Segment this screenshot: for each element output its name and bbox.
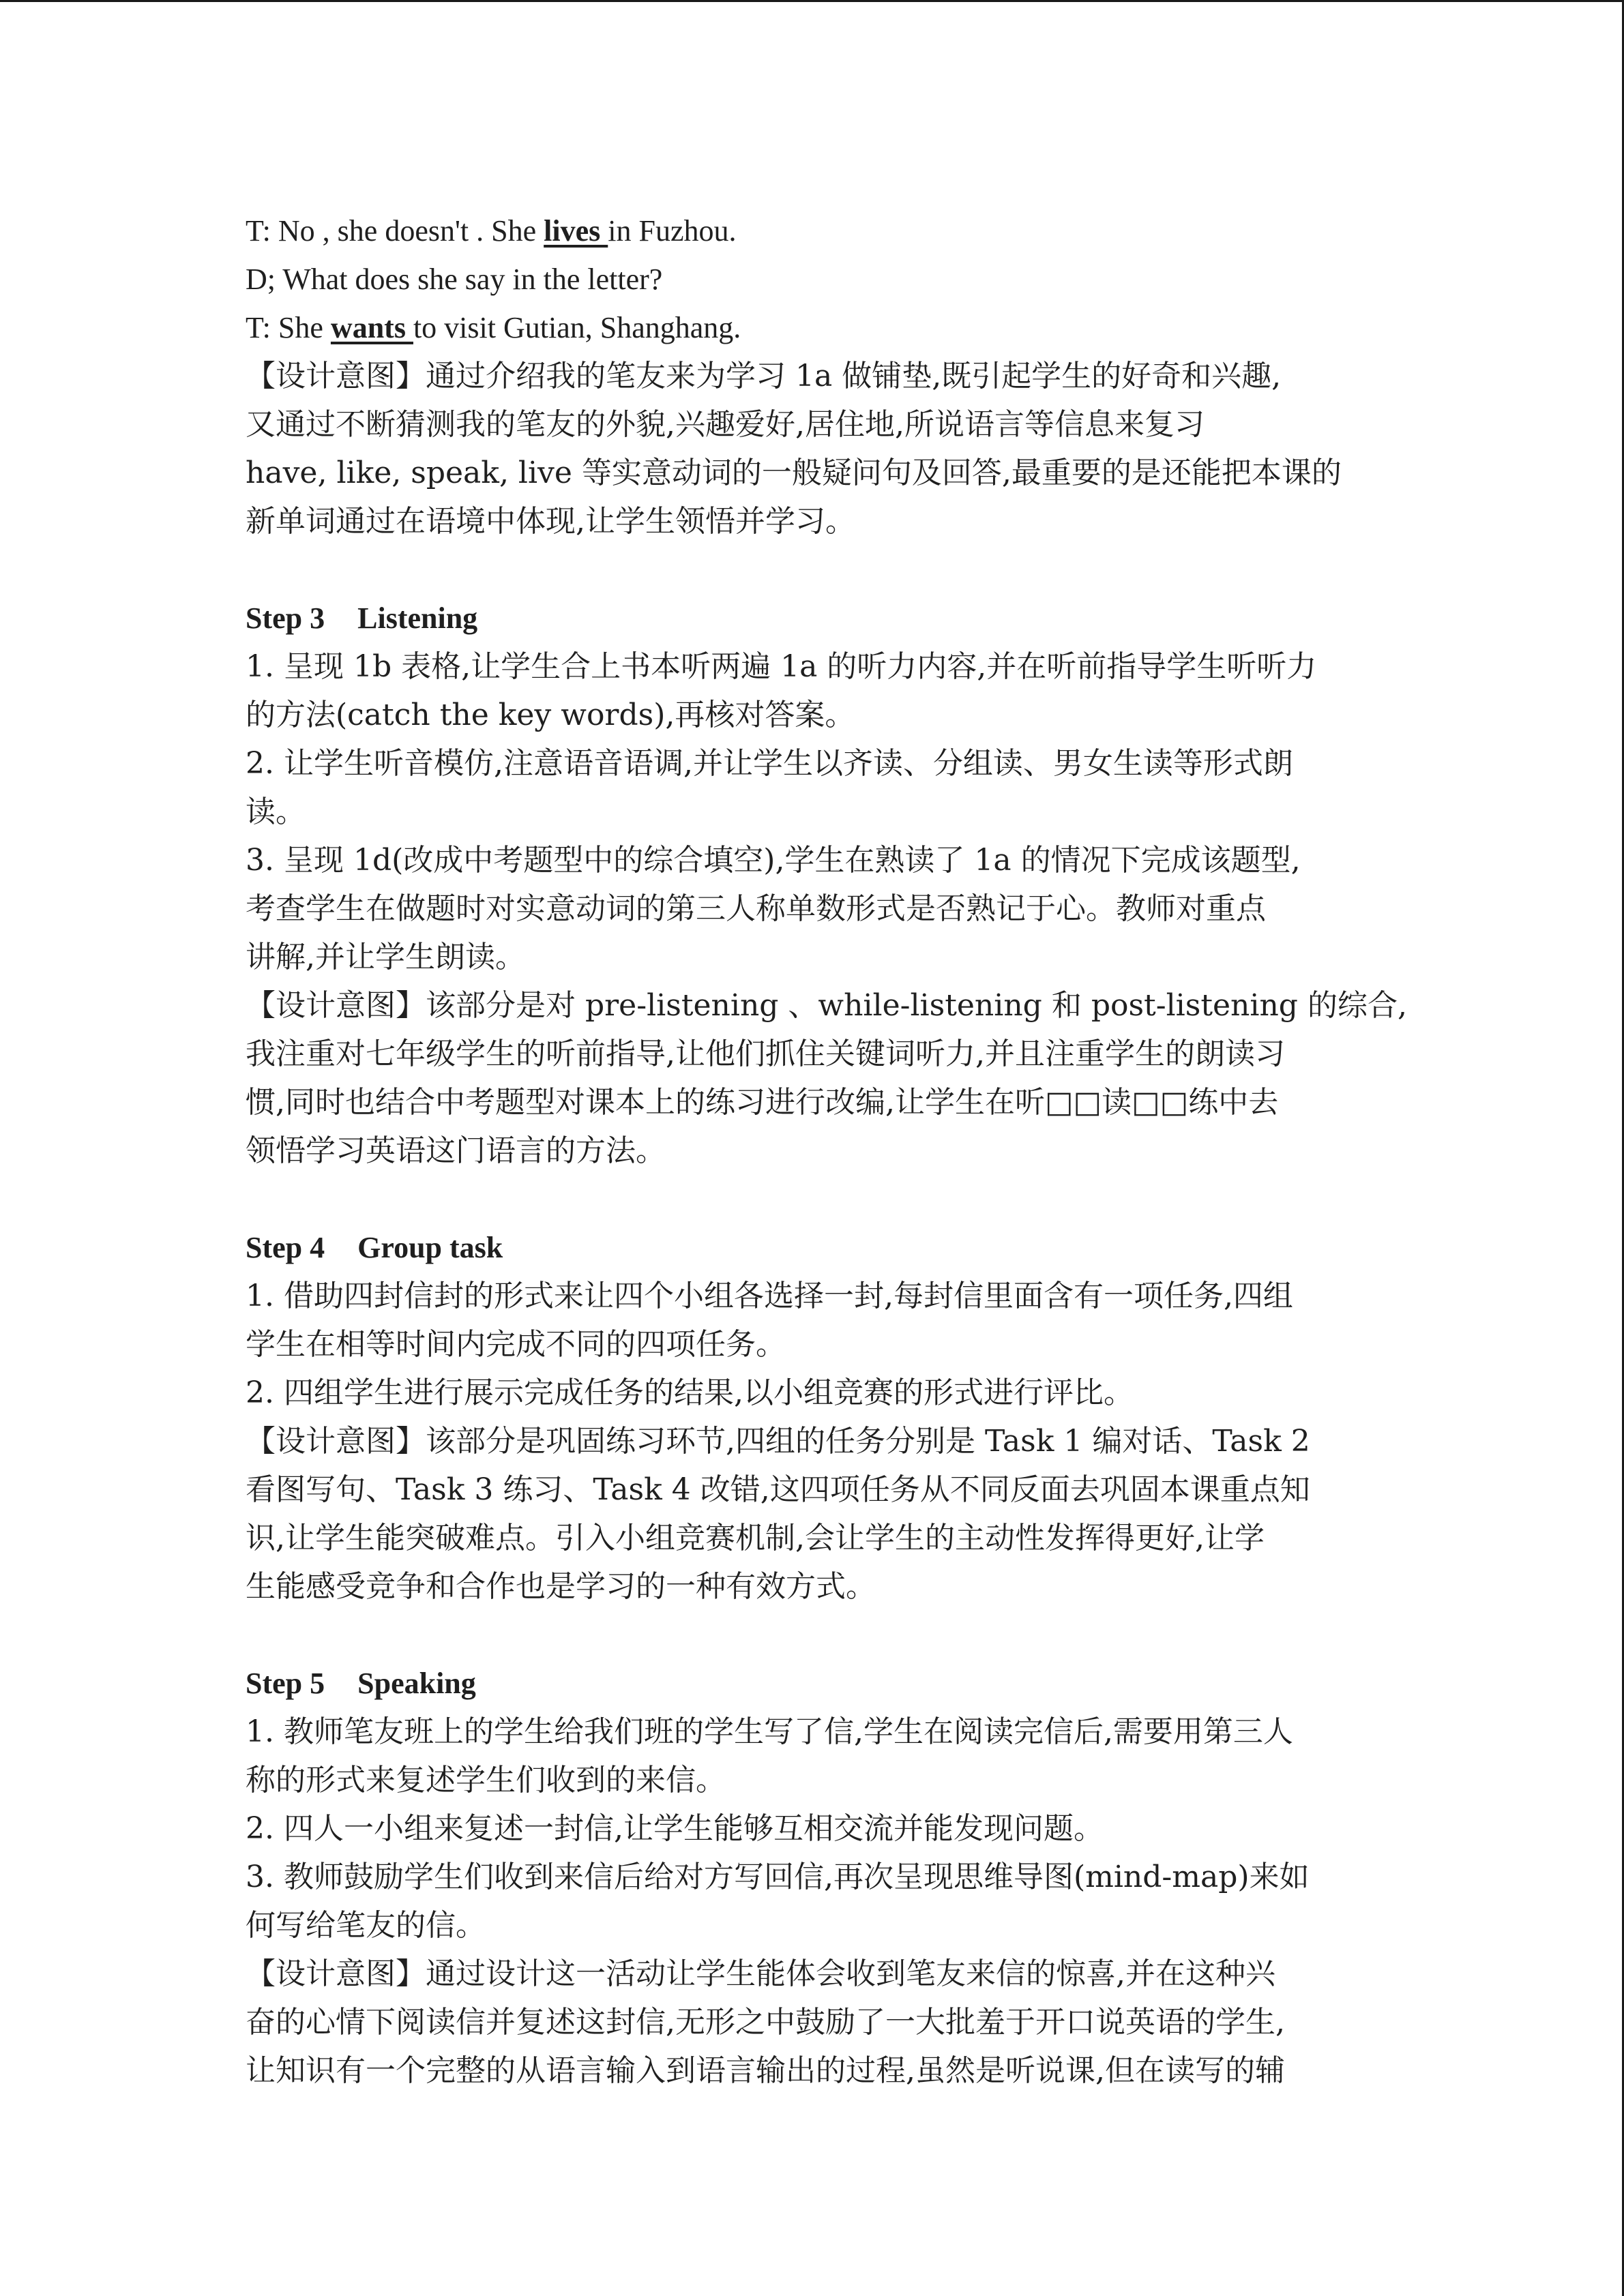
step-5-number: Step 5: [246, 1667, 325, 1700]
dialogue-line-1: [246, 207, 1378, 255]
step-5-title: Speaking: [357, 1667, 476, 1700]
dialogue-line-1-end: in Fuzhou.: [608, 214, 737, 248]
step-3-line-11: 领悟学习英语这门语言的方法。: [246, 1133, 666, 1168]
dialogue-line-3: [246, 303, 1378, 352]
section-gap: [246, 1175, 1378, 1223]
step-5-heading: [246, 1659, 1378, 1708]
step-4-line-1: 1. 借助四封信封的形式来让四个小组各选择一封,每封信里面含有一项任务,四组: [246, 1279, 1293, 1313]
dialogue-line-3-end: to visit Gutian, Shanghang.: [413, 311, 741, 344]
step-3-line-6: 考查学生在做题时对实意动词的第三人称单数形式是否熟记于心。教师对重点: [246, 891, 1266, 926]
step-5-line-8: 让知识有一个完整的从语言输入到语言输出的过程,虽然是听说课,但在读写的辅: [246, 2053, 1285, 2088]
step-4-line-6: 识,让学生能突破难点。引入小组竞赛机制,会让学生的主动性发挥得更好,让学: [246, 1521, 1265, 1555]
step-3-line-10: 惯,同时也结合中考题型对课本上的练习进行改编,让学生在听□□读□□练中去: [246, 1085, 1279, 1120]
step-4-line-2: 学生在相等时间内完成不同的四项任务。: [246, 1327, 786, 1362]
step-3-line-8: 【设计意图】该部分是对 pre-listening 、while-listening 和 post-listening 的综合,: [246, 988, 1407, 1023]
step-5-line-2: 称的形式来复述学生们收到的来信。: [246, 1763, 726, 1798]
step-3-line-2: 的方法(catch the key words),再核对答案。: [246, 698, 855, 732]
intent-1-line-4: 新单词通过在语境中体现,让学生领悟并学习。: [246, 504, 855, 539]
step-4-line-4: 【设计意图】该部分是巩固练习环节,四组的任务分别是 Task 1 编对话、Task 2: [246, 1424, 1310, 1459]
step-5-line-4: 3. 教师鼓励学生们收到来信后给对方写回信,再次呈现思维导图(mind-map)来如: [246, 1860, 1310, 1894]
step-3-number: Step 3: [246, 601, 325, 635]
step-3-line-9: 我注重对七年级学生的听前指导,让他们抓住关键词听力,并且注重学生的朗读习: [246, 1037, 1285, 1071]
step-3-line-3: 2. 让学生听音模仿,注意语音语调,并让学生以齐读、分组读、男女生读等形式朗: [246, 746, 1293, 781]
dialogue-line-2: D; What does she say in the letter?: [246, 263, 663, 296]
step-5-line-1: 1. 教师笔友班上的学生给我们班的学生写了信,学生在阅读完信后,需要用第三人: [246, 1714, 1293, 1749]
section-gap: [246, 546, 1378, 594]
step-3-line-4: 读。: [246, 794, 306, 829]
step-3-title: Listening: [357, 601, 478, 635]
step-4-line-7: 生能感受竞争和合作也是学习的一种有效方式。: [246, 1569, 876, 1604]
step-5-line-3: 2. 四人一小组来复述一封信,让学生能够互相交流并能发现问题。: [246, 1811, 1104, 1846]
document-body: [246, 207, 1407, 2095]
step-3-line-7: 讲解,并让学生朗读。: [246, 940, 525, 974]
step-3-heading: [246, 594, 1378, 642]
section-gap: [246, 1611, 1378, 1659]
step-3-line-5: 3. 呈现 1d(改成中考题型中的综合填空),学生在熟读了 1a 的情况下完成该题型,: [246, 843, 1301, 878]
dialogue-line-1-start: T: No , she doesn't . She: [246, 214, 544, 248]
step-4-number: Step 4: [246, 1231, 325, 1264]
step-4-line-5: 看图写句、Task 3 练习、Task 4 改错,这四项任务从不同反面去巩固本课重点知: [246, 1472, 1310, 1507]
intent-1-line-1: 【设计意图】通过介绍我的笔友来为学习 1a 做铺垫,既引起学生的好奇和兴趣,: [246, 359, 1282, 393]
intent-1-line-2: 又通过不断猜测我的笔友的外貌,兴趣爱好,居住地,所说语言等信息来复习: [246, 407, 1205, 442]
dialogue-line-3-start: T: She: [246, 311, 331, 344]
step-5-line-5: 何写给笔友的信。: [246, 1908, 486, 1943]
step-5-line-6: 【设计意图】通过设计这一活动让学生能体会收到笔友来信的惊喜,并在这种兴: [246, 1956, 1275, 1991]
step-4-title: Group task: [357, 1231, 503, 1264]
step-3-line-1: 1. 呈现 1b 表格,让学生合上书本听两遍 1a 的听力内容,并在听前指导学生听听力: [246, 649, 1317, 684]
step-4-line-3: 2. 四组学生进行展示完成任务的结果,以小组竞赛的形式进行评比。: [246, 1375, 1134, 1410]
emphasis-lives: lives: [544, 214, 608, 248]
intent-1-line-3: have, like, speak, live 等实意动词的一般疑问句及回答,最重要的是还能把本课的: [246, 456, 1342, 490]
emphasis-wants: wants: [330, 311, 413, 344]
step-4-heading: [246, 1223, 1378, 1272]
step-5-line-7: 奋的心情下阅读信并复述这封信,无形之中鼓励了一大批羞于开口说英语的学生,: [246, 2005, 1285, 2040]
